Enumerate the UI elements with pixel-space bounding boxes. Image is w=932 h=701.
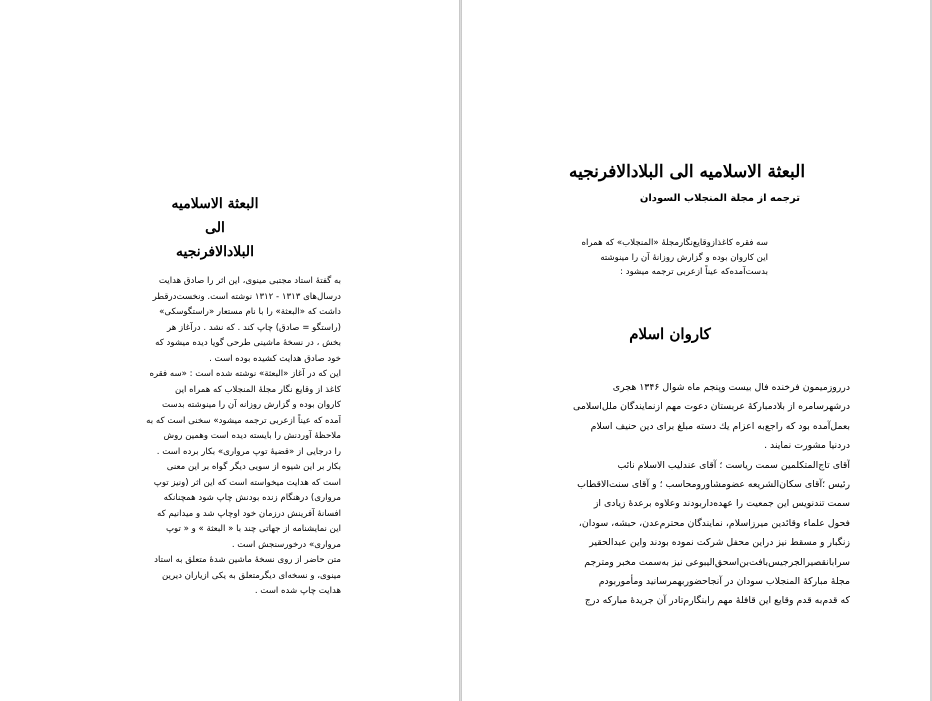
left-title-line: الی xyxy=(205,220,225,236)
text-line: آقای تاج‌المتکلمین سمت ریاست ؛ آقای عندلیب الاسلام نائب xyxy=(617,459,850,471)
text-line: سرابانقصیرالجرجیس‌بافت‌بن‌اسحق‌الیبوعی نیز به‌سمت مخبر ومترجم xyxy=(584,556,850,568)
text-line: فحول علماء وقائدین میرزاسلام، نمایندگان محترم‌عدن، حبشه، سودان، xyxy=(578,517,850,529)
text-line: درروزمیمون فرخنده فال بیست وپنجم ماه شوال ۱۳۴۶ هجری xyxy=(612,382,850,393)
text-line: این که در آغاز «البعثة» نوشته شده است : «سه فقره xyxy=(149,369,341,379)
text-line: مینوی، و نسخه‌ای دیگرمتعلق به یکی ازیاران دیرین xyxy=(162,570,341,581)
intro-line: بدست‌آمده‌که عیناً ازعربی ترجمه میشود : xyxy=(620,267,768,277)
text-line: کاغذ از وقایع نگار مجلهٔ المنجلاب که همراه این xyxy=(175,384,341,395)
text-line: مرواری» درخورسنجش است . xyxy=(231,539,341,550)
section-heading: کاروان اسلام xyxy=(629,325,711,343)
right-page-title: البعثة الاسلامیه الی البلادالافرنجیه xyxy=(568,162,806,182)
text-line: سمت تندنویس این جمعیت را عهده‌داربودند وعلاوه برعدهٔ زیادی از xyxy=(593,498,850,510)
text-line: ملاحظهٔ آوردنش را بایسته دیده است وهمین روش xyxy=(163,431,341,441)
right-page-subtitle: ترجمه از مجلة المنجلاب السودان xyxy=(639,193,800,204)
left-title-line: البلادالافرنجیه xyxy=(176,244,254,260)
left-page-title xyxy=(150,192,280,264)
text-line: متن حاضر از روی نسخهٔ ماشین شدهٔ متعلق به استاد xyxy=(154,555,341,565)
text-line: بخش ، در نسخهٔ ماشینی طرحی گویا دیده میشود که xyxy=(155,338,341,348)
text-line: مرواری) درهنگام زنده بودنش چاپ شود همچنانکه xyxy=(163,493,341,503)
text-line: هدایت چاپ شده است . xyxy=(254,586,341,596)
text-line: بکار بر این شیوه از سویی دیگر گواه بر این معنی xyxy=(166,462,341,472)
text-line: داشت که «البعثة» را با نام مستعار «راستگوسکی» xyxy=(159,307,341,317)
left-page-body xyxy=(127,274,341,600)
text-line: است که هدایت میخواسته است که این اثر (ونیز توپ xyxy=(153,477,341,488)
left-page xyxy=(0,0,459,701)
right-page-body xyxy=(535,378,850,611)
text-line: بعمل‌آمده بود که راجع‌به اعزام یك دسته مبلغ برای دین حنیف اسلام xyxy=(590,420,850,432)
text-line: دردنیا مشورت نمایند . xyxy=(764,440,850,452)
intro-line: سه فقره کاغذازوقایع‌نگارمجلهٔ «المنجلاب» که همراه xyxy=(581,238,768,248)
text-line: زنگبار و مسقط نیز دراین محفل شرکت نموده بودند واین عبدالحقیر xyxy=(589,537,850,549)
text-line: آمده که عیناً ازعربی ترجمه میشود» سخنی است که به xyxy=(146,415,341,426)
text-line: درشهرسامره از بلادمبارکهٔ عربستان دعوت مهم ازنمایندگان ملل‌اسلامی xyxy=(573,401,850,413)
text-line: خود صادق هدایت کشیده بوده است . xyxy=(209,353,341,364)
text-line: مجلهٔ مبارکهٔ المنجلاب سودان در آنجاحضوربهمرسانید ومأموربودم xyxy=(598,575,850,587)
right-page-intro xyxy=(540,236,768,280)
text-line: را درجایی از «قضیهٔ توپ مرواری» بکار برده است . xyxy=(156,446,341,457)
text-line: این نمایشنامه از جهاتی چند با « البعثة » و « توپ xyxy=(165,524,341,534)
text-line: رئیس ؛آقای سکان‌الشریعه عضومشاورومحاسب ؛ و آقای سنت‌الاقطاب xyxy=(577,478,850,490)
text-line: (راستگو = صادق) چاپ کند . که نشد . درآغاز هر xyxy=(167,322,341,333)
intro-line: این کاروان بوده و گزارش روزانهٔ آن را مینوشته xyxy=(600,252,768,263)
left-title-line: البعثة الاسلامیه xyxy=(171,196,259,212)
text-line: کاروان بوده و گزارش روزانه آن را مینوشته بدست xyxy=(162,400,341,410)
text-line: به گفتهٔ استاد مجتبی مینوی، این اثر را صادق هدایت xyxy=(158,276,341,286)
text-line: که قدم‌به قدم وقایع این قافلهٔ مهم رابنگارم‌تادر آن جریدهٔ مبارکه درج xyxy=(584,595,850,607)
text-line: افسانهٔ آفرینش درزمان خود اوچاپ شد و میدانیم که xyxy=(157,508,341,519)
text-line: درسال‌های ۱۳۱۳ - ۱۳۱۲ نوشته است. ونخست‌درقطر xyxy=(152,291,341,302)
